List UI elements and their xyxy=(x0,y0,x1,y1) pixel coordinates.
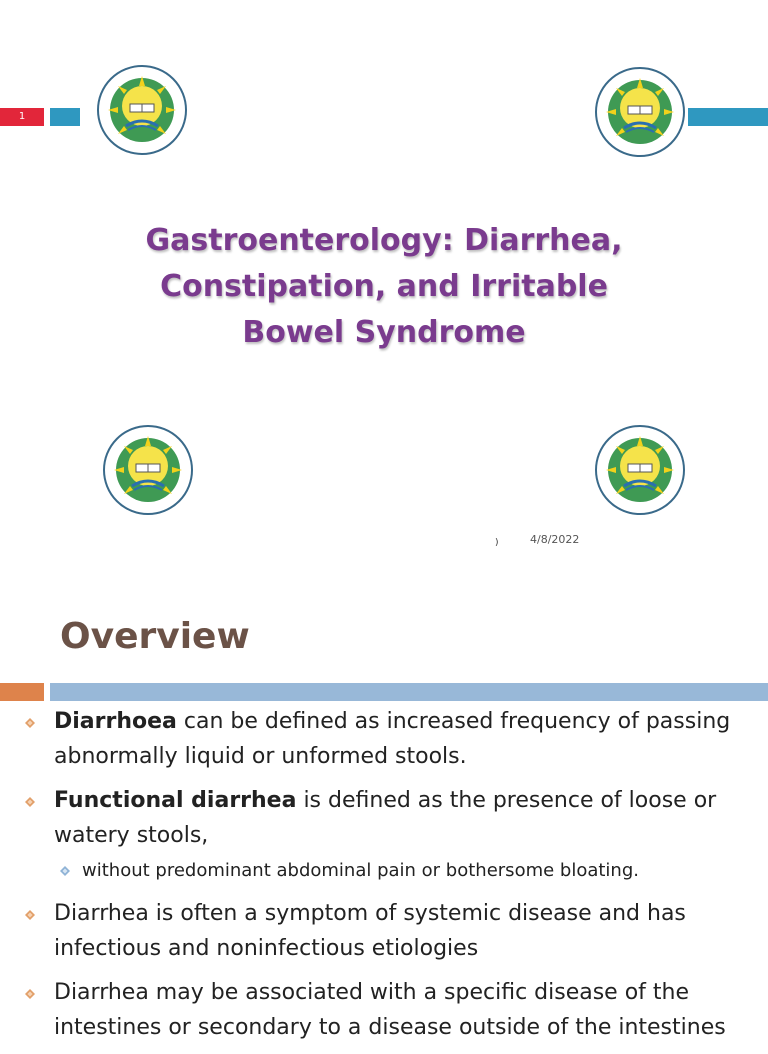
sub-bullet-text: without predominant abdominal pain or bothersome bloating. xyxy=(82,860,639,881)
overview-slide xyxy=(0,582,768,1040)
bullet-item xyxy=(0,783,768,853)
slide-title xyxy=(100,218,668,356)
accent-box-left xyxy=(50,108,80,126)
bullet-item xyxy=(0,704,768,774)
bullet-text: can be defined as increased frequency of passing abnormally liquid or unformed stools. xyxy=(54,709,731,769)
sub-bullet-item xyxy=(0,856,768,886)
university-logo-icon xyxy=(590,62,690,162)
accent-box-right xyxy=(688,108,768,126)
bullet-list xyxy=(0,704,768,1054)
diamond-bullet-icon xyxy=(25,910,35,920)
diamond-bullet-icon xyxy=(25,989,35,999)
title-line: Bowel Syndrome xyxy=(242,315,526,350)
bullet-term: Diarrhoea xyxy=(54,709,177,734)
bullet-item xyxy=(0,975,768,1045)
title-line: Gastroenterology: Diarrhea, xyxy=(145,223,623,258)
bullet-term: Functional diarrhea xyxy=(54,788,297,813)
accent-bar-orange xyxy=(0,683,44,701)
slide-date: 4/8/2022 xyxy=(530,533,580,546)
footer-mark: ) xyxy=(495,538,499,548)
bullet-text: Diarrhea is often a symptom of systemic disease and has infectious and noninfectious etiologies xyxy=(54,901,686,961)
bullet-text: is defined as the presence of loose or watery stools, xyxy=(54,788,717,848)
university-logo-icon xyxy=(98,420,198,520)
slide-heading: Overview xyxy=(60,616,250,657)
diamond-bullet-icon xyxy=(25,797,35,807)
university-logo-icon xyxy=(590,420,690,520)
bullet-text: Diarrhea may be associated with a specific disease of the intestines or secondary to a disease outside of the intestines xyxy=(54,980,726,1040)
diamond-bullet-icon xyxy=(60,866,70,876)
university-logo-icon xyxy=(92,60,192,160)
accent-bar-blue xyxy=(50,683,768,701)
title-line: Constipation, and Irritable xyxy=(160,269,608,304)
bullet-item xyxy=(0,896,768,966)
slide-number: 1 xyxy=(0,108,44,126)
diamond-bullet-icon xyxy=(25,718,35,728)
